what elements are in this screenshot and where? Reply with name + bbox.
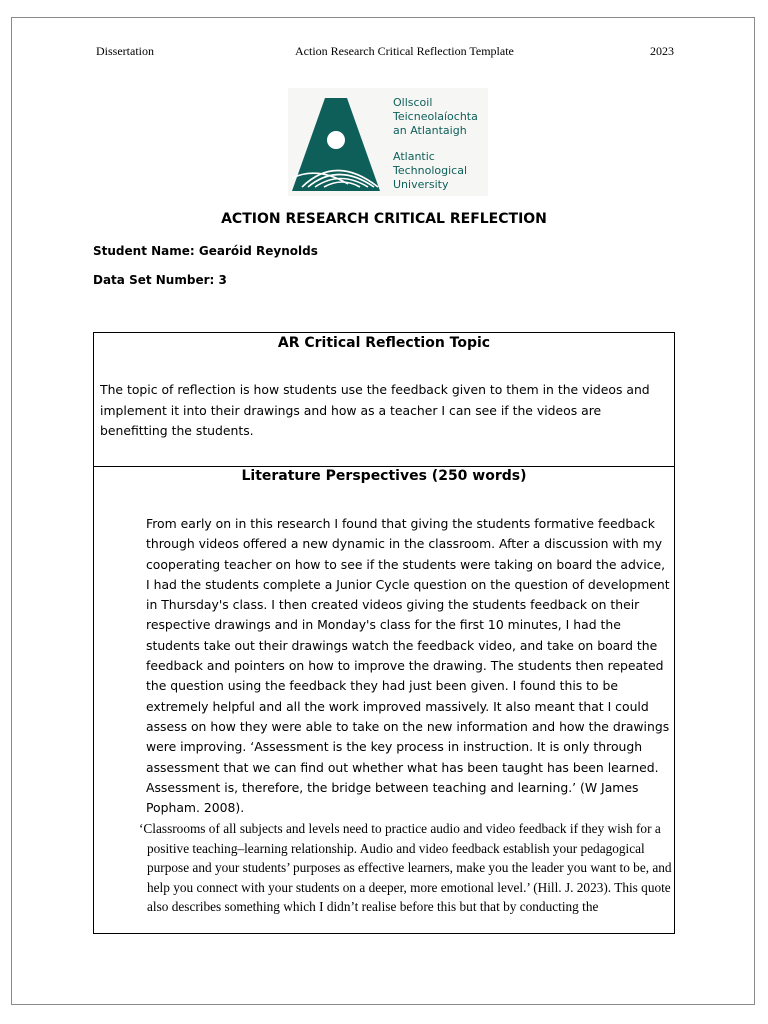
literature-quote: ‘Classrooms of all subjects and levels need to practice audio and video feedback if they wish for a positive teaching–learning relationship. Audio and video feedback establish your pedagogical purpose and your students’ purposes as effective learners, make you the leader you want to be, and help you connect with your students on a deeper, more emotional level.’ (Hill. J. 2023). This quote also describes something which I didn’t realise before this but that by conducting the bbox=[139, 821, 672, 915]
literature-title: Literature Perspectives (250 words) bbox=[241, 468, 527, 484]
topic-section bbox=[94, 333, 674, 467]
student-name: Student Name: Gearóid Reynolds bbox=[93, 244, 318, 258]
data-set-number: Data Set Number: 3 bbox=[93, 273, 227, 287]
logo-english-name: Atlantic Technological University bbox=[393, 150, 468, 191]
document-title: ACTION RESEARCH CRITICAL REFLECTION bbox=[221, 211, 547, 227]
topic-text: The topic of reflection is how students use the feedback given to them in the videos and implement it into their drawings and how as a teacher I can see if the videos are benefitting the students. bbox=[100, 382, 650, 438]
topic-title: AR Critical Reflection Topic bbox=[277, 335, 491, 351]
header-center: Action Research Critical Reflection Template bbox=[295, 44, 514, 58]
header-left: Dissertation bbox=[96, 44, 154, 58]
header-right: 2023 bbox=[650, 44, 674, 58]
literature-text: From early on in this research I found that giving the students formative feedback through videos offered a new dynamic in the classroom. After a discussion with my cooperating teacher on how to see if the students were taking on board the advice, I had the students complete a Junior Cycle question on the question of development in Thursday's class. I then created videos giving the students feedback on their respective drawings and in Monday's class for the first 10 minutes, I had the students take out their drawings watch the feedback video, and take on board the feedback and pointers on how to improve the drawing. The students then repeated the question using the feedback they had just been given. I found this to be extremely helpful and all the work improved massively. It also meant that I could assess on how they were able to take on the new information and how the drawings were improving. ‘Assessment is the key process in instruction. It is only through assessment that we can find out whether what has been taught has been learned. Assessment is, therefore, the bridge between teaching and learning.’ (W James Popham. 2008). bbox=[146, 516, 670, 816]
literature-section bbox=[94, 467, 674, 933]
reflection-table bbox=[93, 332, 675, 934]
logo-irish-name: Ollscoil Teicneolaíochta an Atlantaigh bbox=[393, 96, 478, 137]
